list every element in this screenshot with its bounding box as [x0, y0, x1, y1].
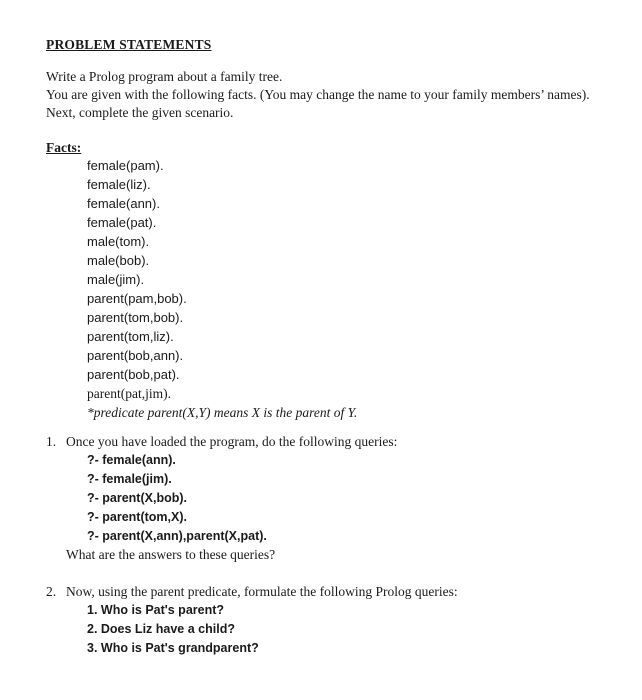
fact-line: female(liz). — [87, 177, 151, 192]
fact-line: female(pam). — [87, 158, 164, 173]
fact-line: male(bob). — [87, 253, 150, 268]
question-1 — [46, 433, 397, 564]
question-2-prompt — [46, 583, 458, 601]
query-list — [87, 601, 458, 658]
fact-line: parent(tom,liz). — [87, 329, 174, 344]
query-line: ?- parent(tom,X). — [87, 510, 187, 524]
query-line: ?- female(ann). — [87, 453, 176, 467]
fact-line: parent(pam,bob). — [87, 291, 187, 306]
question-number: 1. — [46, 434, 57, 449]
question-number: 2. — [46, 584, 57, 599]
facts-list — [87, 156, 357, 422]
fact-line: parent(bob,ann). — [87, 348, 184, 363]
intro-line: Next, complete the given scenario. — [46, 105, 234, 120]
fact-line: male(jim). — [87, 272, 145, 287]
predicate-note: *predicate parent(X,Y) means X is the parent of Y. — [87, 405, 358, 420]
query-line: ?- parent(X,bob). — [87, 491, 187, 505]
fact-line: parent(bob,pat). — [87, 367, 180, 382]
intro-line: You are given with the following facts. (You may change the name to your family members’ names). — [46, 87, 590, 102]
intro-line: Write a Prolog program about a family tree. — [46, 69, 283, 84]
page-heading: PROBLEM STATEMENTS — [46, 37, 212, 52]
question-text: Once you have loaded the program, do the following queries: — [66, 434, 398, 449]
fact-line: parent(pat,jim). — [87, 386, 171, 401]
query-list — [87, 451, 397, 546]
fact-line: female(ann). — [87, 196, 160, 211]
fact-line: parent(tom,bob). — [87, 310, 184, 325]
question-1-followup: What are the answers to these queries? — [66, 547, 276, 562]
query-line: 3. Who is Pat's grandparent? — [87, 641, 259, 655]
question-2 — [46, 583, 458, 658]
facts-title: Facts: — [46, 140, 82, 155]
fact-line: female(pat). — [87, 215, 157, 230]
question-1-prompt — [46, 433, 397, 451]
query-line: ?- parent(X,ann),parent(X,pat). — [87, 529, 267, 543]
fact-line: male(tom). — [87, 234, 150, 249]
query-line: ?- female(jim). — [87, 472, 172, 486]
query-line: 2. Does Liz have a child? — [87, 622, 235, 636]
query-line: 1. Who is Pat's parent? — [87, 603, 225, 617]
question-text: Now, using the parent predicate, formulate the following Prolog queries: — [66, 584, 458, 599]
intro-paragraph — [46, 68, 590, 122]
